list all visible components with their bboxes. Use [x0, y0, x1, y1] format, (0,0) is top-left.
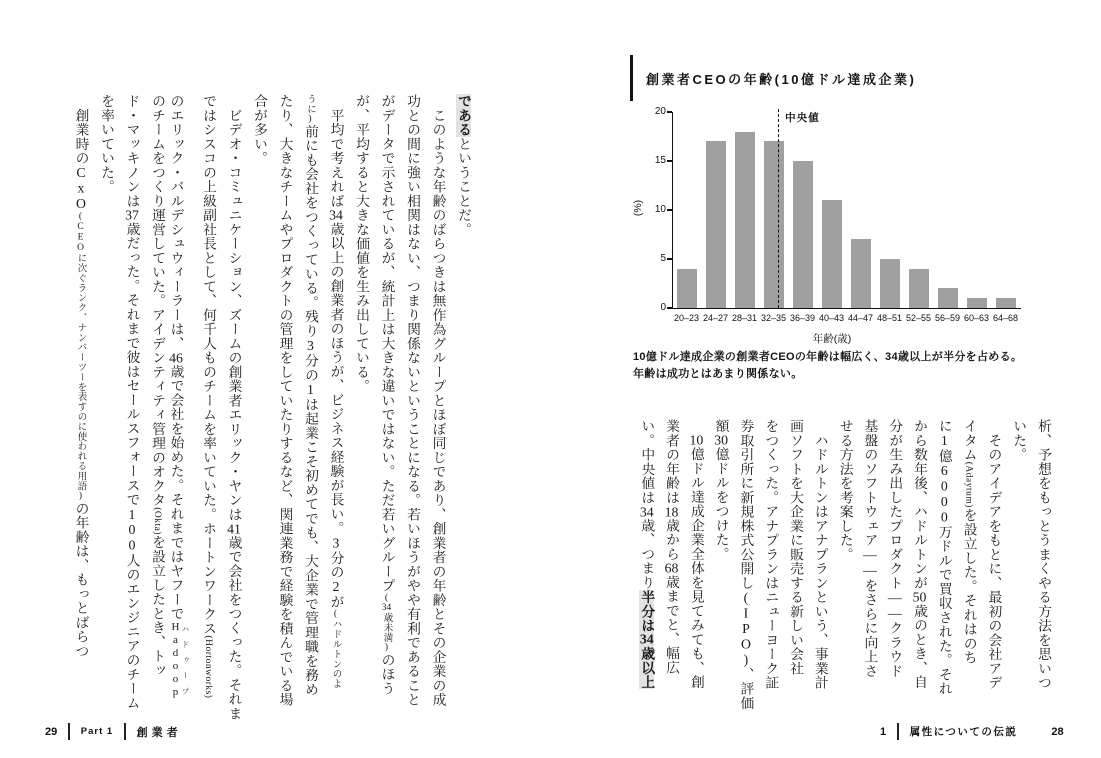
column-text: を設立した。それはのち: [961, 507, 977, 665]
chart-bar: [851, 239, 871, 308]
text-column: 分が生み出したプロダクト――クラウド: [887, 419, 903, 678]
column-text: のチームをつくり運営していた。アイデンティティ管理のオクタ: [150, 94, 165, 508]
text-column: いた。: [1011, 419, 1027, 462]
text-column: 業者の年齢は18歳から68歳までと、幅広: [664, 419, 680, 675]
x-tick-label: 36–39: [789, 313, 816, 323]
column-text: イタム: [961, 419, 977, 462]
text-column: [292, 94, 318, 724]
x-tick-label: 52–55: [905, 313, 932, 323]
text-column: [445, 94, 471, 724]
y-tick-label: 20: [654, 106, 666, 117]
y-tick-mark: [667, 111, 672, 113]
text-column: 画ソフトを大企業に販売する新しい会社: [788, 419, 804, 676]
inline-note: (CEOに次ぐランク、ナンバーツーを表すのに使われる用語): [75, 211, 86, 502]
tcy-number: 34: [639, 504, 654, 519]
tcy-number: 34: [381, 603, 392, 613]
text-column: が、平均すると大きな価値を生み出している。: [354, 94, 369, 394]
romaji-note: (Okta): [152, 507, 162, 536]
chart-bar: [880, 259, 900, 308]
text-column: 合が多い。: [252, 94, 267, 166]
chart-bar: [909, 269, 929, 308]
text-column: 功との間に強い相関はない、つまり関係ないということになる。若いほうがやや有利であること: [405, 94, 420, 707]
column-text: の年齢は、もっとばらつ: [73, 501, 89, 658]
column-text: がデータで示されているが、統計上は大きな違いではない。ただ若いグループ: [379, 94, 395, 593]
x-tick-label: 56–59: [934, 313, 961, 323]
founder-age-chart: [630, 55, 1060, 347]
ruby-text: ハドゥープ: [181, 620, 190, 699]
y-tick-label: 5: [660, 253, 666, 264]
x-tick-label: 24–27: [702, 313, 729, 323]
inline-note: (ハドルトンのよ: [330, 608, 341, 689]
latin-word: Hadoop: [169, 620, 182, 699]
chart-bar: [822, 200, 842, 308]
footer-divider: [124, 723, 126, 740]
text-column: ド・マッキノンは37歳だった。それまで彼はセールスフォースで100人のエンジニアのチーム: [124, 94, 140, 710]
inline-note: うに): [305, 94, 315, 125]
chapter-number: 1: [880, 725, 887, 738]
text-column: を率いていた。: [99, 94, 114, 194]
column-text: 前にも会社をつくっている。残り3分の1は起業こそ初めてでも、大企業で管理職を務め: [303, 124, 318, 697]
text-column: 額30億ドルをつけた。: [713, 419, 729, 562]
y-tick-label: 10: [654, 204, 666, 215]
text-column: せる方法を考案した。: [837, 419, 853, 562]
x-tick-label: 48–51: [876, 313, 903, 323]
chart-bar: [967, 298, 987, 308]
chart-bar: [677, 269, 697, 308]
x-tick-label: 28–31: [731, 313, 758, 323]
tcy-number: 68: [664, 561, 679, 575]
left-page-footer: [45, 723, 182, 740]
text-column: [139, 94, 165, 724]
chapter-title: 属性についての伝説: [909, 726, 1018, 738]
tcy-number: 10: [689, 433, 704, 448]
tcy-number: 30: [714, 433, 729, 448]
text-column: [628, 419, 653, 709]
y-tick-mark: [667, 209, 672, 211]
inline-note: (34歳未満): [381, 592, 392, 653]
page-number: 28: [1051, 725, 1064, 738]
tcy-number: 34: [329, 208, 343, 222]
x-axis-label: 年齢(歳): [812, 333, 852, 345]
tcy-number: 34: [639, 632, 654, 647]
hadoop-ruby: [169, 620, 190, 699]
x-tick-label: 20–23: [673, 313, 700, 323]
highlighted-phrase: である: [456, 94, 471, 137]
highlighted-phrase: 半分は34歳以上: [639, 589, 655, 689]
text-column: に1億6000万ドルで買収された。それ: [936, 419, 952, 696]
median-label: 中央値: [785, 112, 820, 124]
y-tick-mark: [667, 160, 672, 162]
x-tick-label: 40–43: [818, 313, 845, 323]
text-column: 券取引所に新規株式公開し(IPO)、評価: [738, 419, 754, 710]
text-column: [317, 94, 343, 724]
column-text: ではシスコの上級副社長として、何千人ものチームを率いていた。ホートンワークス: [201, 94, 216, 636]
column-text: を設立したとき、トッ: [150, 535, 165, 678]
column-text: のエリック・バルデシュウィーラーは、46歳で会社を始めた。それまではヤフーで: [168, 94, 184, 621]
x-tick-label: 32–35: [760, 313, 787, 323]
text-column: ビデオ・コミュニケーション、ズームの創業者エリック・ヤンは41歳で会社をつくった。それま: [226, 94, 242, 721]
chart-bar: [938, 288, 958, 308]
text-column: [62, 94, 88, 724]
chart-bar: [706, 141, 726, 308]
part-label: Part 1: [80, 726, 114, 737]
text-column: このような年齢のばらつきは無作為グループとほぼ同じであり、創業者の年齢とその企業の成: [430, 94, 446, 707]
romaji-note: (Adaytum): [963, 461, 974, 508]
column-text: い。中央値は34歳、つまり: [639, 419, 655, 590]
text-column: をつくった。アナプランはニューヨーク証: [763, 419, 779, 690]
tcy-number: 50: [912, 590, 927, 604]
column-text: 平均で考えれば34歳以上の創業者のほうが、ビジネス経験が長い。3分の2が: [328, 94, 344, 609]
y-tick-label: 15: [654, 155, 666, 166]
page-number: 29: [45, 725, 58, 738]
chart-title-row: [630, 55, 916, 101]
footer-divider: [68, 723, 70, 740]
x-tick-label: 60–63: [963, 313, 990, 323]
column-text: 創業時のCxO: [73, 94, 89, 212]
right-page-text: [626, 419, 1050, 709]
tcy-number: 46: [169, 350, 183, 365]
text-column: [164, 94, 190, 724]
text-column: から数年後、ハドルトンが50歳のとき、自: [912, 419, 928, 690]
chart-title: 創業者CEOの年齢(10億ドル達成企業): [646, 71, 917, 87]
y-tick-label: 0: [660, 302, 666, 313]
tcy-number: 41: [227, 521, 241, 536]
footer-divider: [897, 723, 899, 740]
text-column: [368, 94, 394, 724]
text-column: 析、予想をもっとうまくやる方法を思いつ: [1036, 419, 1051, 690]
y-tick-mark: [667, 258, 672, 260]
tcy-number: 18: [664, 504, 679, 519]
romaji-note: (Hortonworks): [203, 635, 213, 699]
left-page-text: [62, 94, 470, 724]
title-rule: [630, 55, 633, 101]
text-column: そのアイデアをもとに、最初の会社アデ: [986, 419, 1002, 690]
y-tick-mark: [667, 307, 672, 309]
column-text: のほう: [379, 652, 395, 696]
text-column: 基盤のソフトウェア――をさらに向上さ: [862, 419, 878, 678]
chart-bar: [764, 141, 784, 308]
text-column: [190, 94, 216, 724]
y-axis-label: (%): [632, 199, 645, 217]
right-page-footer: [880, 723, 1064, 740]
chapter-label: 創業者: [136, 726, 182, 739]
x-tick-label: 64–68: [992, 313, 1019, 323]
text-column: ハドルトンはアナプランという、事業計: [812, 419, 828, 690]
text-column: 10億ドル達成企業全体を見てみても、創: [688, 433, 704, 690]
chart-bar: [735, 132, 755, 308]
x-tick-label: 44–47: [847, 313, 874, 323]
median-line: [778, 109, 779, 308]
text-column: たり、大きなチームやプロダクトの管理をしていたりするなど、関連業務で経験を積んでいる場: [277, 94, 293, 707]
chart-bar: [996, 298, 1016, 308]
chart-bar: [793, 161, 813, 308]
chart-caption: 10億ドル達成企業の創業者CEOの年齢は幅広く、34歳以上が半分を占める。年齢は成功とはあまり関係ない。: [633, 351, 1023, 381]
tcy-number: 37: [125, 208, 139, 222]
column-text: ということだ。: [456, 136, 471, 237]
text-column: [951, 419, 976, 709]
